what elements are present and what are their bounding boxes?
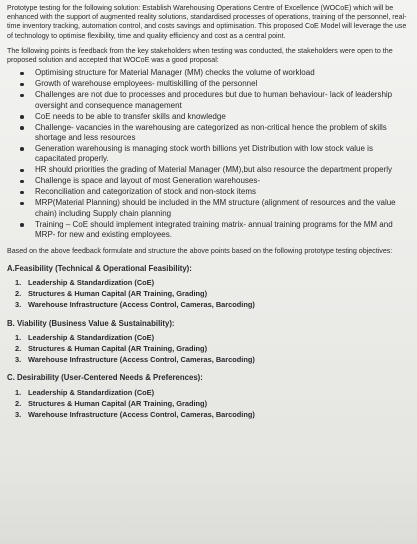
bullet-item bbox=[35, 144, 411, 165]
bullet-item bbox=[35, 79, 411, 89]
bullet-item bbox=[35, 198, 411, 219]
objective-item bbox=[15, 398, 411, 409]
bullet-text: CoE needs to be able to transfer skills and knowledge bbox=[35, 111, 226, 121]
objective-text: Leadership & Standardization (CoE) bbox=[28, 278, 155, 288]
bullet-dot-icon bbox=[20, 191, 24, 195]
bullet-text: MRP(Material Planning) should be included in the MM structure (alignment of resources and the value chain) including Supply chain planning bbox=[35, 198, 396, 218]
bullet-item bbox=[35, 187, 411, 197]
objective-item bbox=[15, 299, 411, 310]
bullet-dot-icon bbox=[20, 169, 24, 173]
bullet-item bbox=[35, 165, 411, 175]
bullet-item bbox=[35, 112, 411, 122]
bullet-text: Optimising structure for Material Manager (MM) checks the volume of workload bbox=[35, 68, 315, 78]
bullet-item bbox=[35, 176, 411, 186]
objective-item bbox=[15, 288, 411, 299]
objective-item bbox=[15, 409, 411, 420]
objective-text: Structures & Human Capital (AR Training, Grading) bbox=[28, 289, 208, 299]
bullet-text: Training – CoE should implement integrated training matrix- annual training programs for the MM and MRP- for new and existing employees. bbox=[35, 219, 393, 240]
photo-shading bbox=[0, 474, 417, 544]
objective-text: Warehouse Infrastructure (Access Control, Cameras, Barcoding) bbox=[28, 355, 255, 365]
objective-list bbox=[7, 277, 411, 311]
section-title: B. Viability (Business Value & Sustainability): bbox=[7, 318, 175, 328]
feedback-intro-paragraph: The following points is feedback from the key stakeholders when testing was conducted, the stakeholders were open to the proposed solution and accepted that WOCoE was a good proposal: bbox=[7, 46, 393, 65]
objective-number: 3. bbox=[15, 410, 22, 420]
bullet-text: Challenge- vacancies in the warehousing are categorized as non-critical hence the problem of skills shortage and less resources bbox=[35, 122, 387, 143]
objective-text: Structures & Human Capital (AR Training, Grading) bbox=[28, 398, 208, 408]
bullet-item bbox=[35, 220, 411, 241]
objective-text: Warehouse Infrastructure (Access Control, Cameras, Barcoding) bbox=[28, 300, 255, 310]
objective-list bbox=[7, 332, 411, 366]
objectives-sections bbox=[7, 264, 411, 420]
objective-text: Leadership & Standardization (CoE) bbox=[28, 332, 155, 342]
feedback-bullet-list bbox=[7, 68, 411, 240]
bullet-text: Growth of warehouse employees- multiskilling of the personnel bbox=[35, 79, 258, 89]
bullet-dot-icon bbox=[20, 83, 24, 87]
section-title: C. Desirability (User-Centered Needs & Preferences): bbox=[7, 373, 203, 383]
intro-paragraph: Prototype testing for the following solution: Establish Warehousing Operations Centre of Excellence (WOCoE) which will be enhanced with the support of augmented reality solutions, standardised processes of operations, training of the personnel, real-time inventory tracking, automation control, and costs savings and optimisation. This proposed CoE Model will leverage the use of technology to optimise flexibility, time and quality efficiency and cost as a central point. bbox=[7, 4, 407, 40]
closing-paragraph: Based on the above feedback formulate and structure the above points based on the following prototype testing objectives: bbox=[7, 246, 393, 255]
objective-item bbox=[15, 343, 411, 354]
bullet-item bbox=[35, 90, 411, 111]
bullet-text: Reconciliation and categorization of stock and non-stock items bbox=[35, 187, 257, 197]
bullet-dot-icon bbox=[20, 180, 24, 184]
bullet-text: Challenges are not due to processes and procedures but due to human behaviour- lack of leadership oversight and consequence management bbox=[35, 90, 393, 110]
objective-text: Structures & Human Capital (AR Training, Grading) bbox=[28, 344, 208, 354]
objective-number: 2. bbox=[15, 344, 22, 354]
bullet-text: HR should priorities the grading of Material Manager (MM),but also resource the department properly bbox=[35, 165, 393, 175]
objective-item bbox=[15, 332, 411, 343]
bullet-dot-icon bbox=[20, 72, 24, 76]
bullet-item bbox=[35, 68, 411, 78]
bullet-item bbox=[35, 123, 411, 144]
bullet-dot-icon bbox=[20, 94, 24, 98]
objective-item bbox=[15, 387, 411, 398]
section-title: A.Feasibility (Technical & Operational Feasibility): bbox=[7, 263, 192, 273]
objective-number: 3. bbox=[15, 300, 22, 310]
bullet-dot-icon bbox=[20, 126, 24, 130]
objective-text: Warehouse Infrastructure (Access Control, Cameras, Barcoding) bbox=[28, 410, 255, 420]
bullet-text: Generation warehousing is managing stock worth billions yet Distribution with low stock value is capacitated properly. bbox=[35, 144, 373, 164]
objective-number: 1. bbox=[15, 332, 22, 342]
objective-number: 3. bbox=[15, 355, 22, 365]
objective-text: Leadership & Standardization (CoE) bbox=[28, 387, 155, 397]
bullet-dot-icon bbox=[20, 147, 24, 151]
objective-item bbox=[15, 277, 411, 288]
objective-number: 2. bbox=[15, 398, 22, 408]
objective-number: 1. bbox=[15, 278, 22, 288]
bullet-dot-icon bbox=[20, 115, 24, 119]
bullet-dot-icon bbox=[20, 223, 24, 227]
objective-item bbox=[15, 354, 411, 365]
objective-number: 2. bbox=[15, 289, 22, 299]
bullet-text: Challenge is space and layout of most Generation warehouses- bbox=[35, 176, 261, 186]
bullet-dot-icon bbox=[20, 202, 24, 206]
objective-number: 1. bbox=[15, 387, 22, 397]
objective-list bbox=[7, 387, 411, 421]
